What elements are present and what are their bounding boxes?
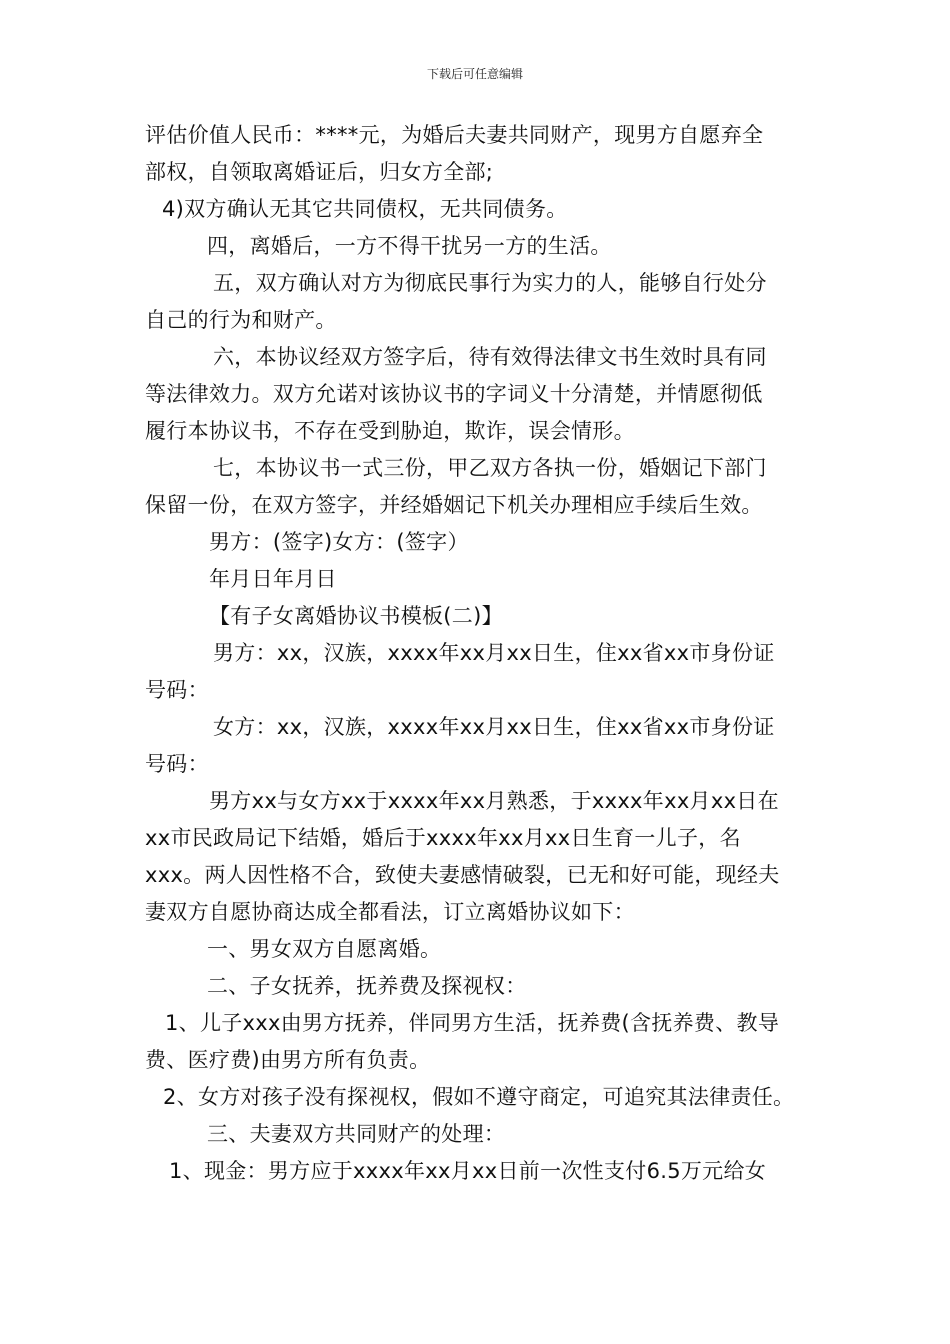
document-line: 男方：(签字)女方：(签字） [209, 530, 469, 554]
document-line: 评估价值人民币：****元，为婚后夫妻共同财产，现男方自愿弃全 [145, 123, 764, 147]
document-body [145, 117, 825, 1190]
document-line: 年月日年月日 [209, 567, 337, 591]
document-line: 六，本协议经双方签字后，待有效得法律文书生效时具有同 [213, 345, 767, 369]
document-line: 2、女方对孩子没有探视权，假如不遵守商定，可追究其法律责任。 [163, 1085, 795, 1109]
document-line: 4)双方确认无其它共同债权，无共同债务。 [162, 197, 568, 221]
document-line: 1、儿子xxx由男方抚养，伴同男方生活，抚养费(含抚养费、教导 [165, 1011, 780, 1035]
document-line: 三、夫妻双方共同财产的处理： [207, 1122, 506, 1146]
document-line: 男方xx与女方xx于xxxx年xx月熟悉，于xxxx年xx月xx日在 [209, 789, 779, 813]
document-line: 保留一份，在双方签字，并经婚姻记下机关办理相应手续后生效。 [145, 493, 763, 517]
document-line: 五，双方确认对方为彻底民事行为实力的人，能够自行处分 [213, 271, 767, 295]
document-line: 一、男女双方自愿离婚。 [207, 937, 442, 961]
document-line: 号码： [145, 678, 209, 702]
document-line: 等法律效力。双方允诺对该协议书的字词义十分清楚，并情愿彻低 [145, 382, 763, 406]
document-line: 女方：xx，汉族，xxxx年xx月xx日生，住xx省xx市身份证 [213, 715, 775, 739]
document-line: 男方：xx，汉族，xxxx年xx月xx日生，住xx省xx市身份证 [213, 641, 775, 665]
document-line: 号码： [145, 752, 209, 776]
document-line: 妻双方自愿协商达成全都看法，订立离婚协议如下： [145, 900, 635, 924]
document-line: 【有子女离婚协议书模板(二)】 [209, 604, 503, 628]
document-line: xx市民政局记下结婚，婚后于xxxx年xx月xx日生育一儿子，名 [145, 826, 741, 850]
document-line: xxx。两人因性格不合，致使夫妻感情破裂，已无和好可能，现经夫 [145, 863, 780, 887]
page-header: 下载后可任意编辑 [426, 67, 523, 81]
document-line: 履行本协议书，不存在受到胁迫，欺诈，误会情形。 [145, 419, 635, 443]
document-line: 部权，自领取离婚证后，归女方全部; [145, 160, 494, 184]
document-line: 1、现金：男方应于xxxx年xx月xx日前一次性支付6.5万元给女 [169, 1159, 767, 1183]
document-line: 七，本协议书一式三份，甲乙双方各执一份，婚姻记下部门 [213, 456, 767, 480]
document-line: 自己的行为和财产。 [145, 308, 337, 332]
document-line: 费、医疗费)由男方所有负责。 [145, 1048, 431, 1072]
document-line: 四，离婚后，一方不得干扰另一方的生活。 [207, 234, 612, 258]
document-line: 二、子女抚养，抚养费及探视权： [207, 974, 527, 998]
